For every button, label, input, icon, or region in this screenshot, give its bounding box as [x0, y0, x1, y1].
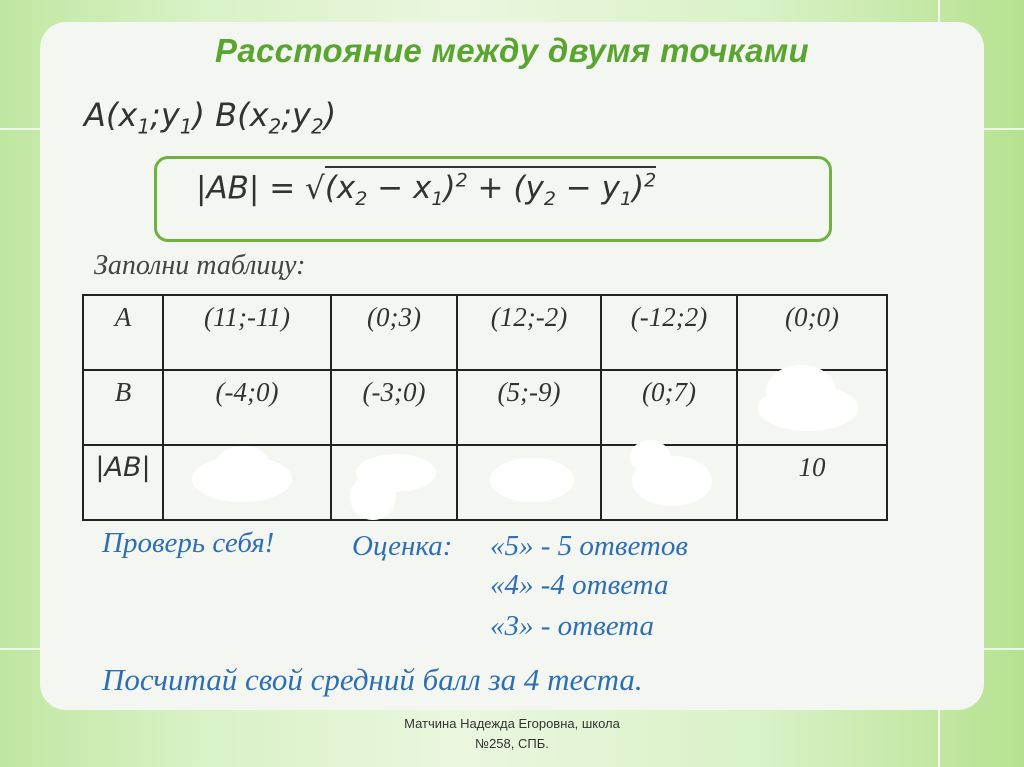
term1-power: 2 — [455, 170, 468, 192]
table-cell-covered — [457, 445, 601, 520]
answer-cover[interactable] — [632, 456, 712, 506]
table-cell: (0;7) — [601, 370, 737, 445]
term2-open: (y — [513, 170, 544, 207]
point-a-y-subscript: 1 — [179, 114, 193, 139]
table-cell-covered — [737, 370, 887, 445]
point-a-prefix: A(x — [84, 96, 138, 134]
point-b-mid: ;y — [281, 96, 311, 134]
distance-formula — [196, 170, 656, 211]
slide-title: Расстояние между двумя точками — [215, 32, 809, 69]
average-task-text: Посчитай свой средний балл за 4 теста. — [102, 662, 643, 697]
grading-line: «4» -4 ответа — [490, 569, 669, 601]
table-row-ab — [83, 445, 887, 520]
table-cell: (-4;0) — [163, 370, 331, 445]
table-prompt: Заполни таблицу: — [94, 250, 306, 281]
table-cell: (5;-9) — [457, 370, 601, 445]
table-row-b — [83, 370, 887, 445]
table-cell-covered — [601, 445, 737, 520]
answer-cover[interactable] — [350, 474, 396, 520]
term2-close: ) — [632, 170, 645, 207]
table-cell: B — [83, 370, 163, 445]
answer-cover[interactable] — [758, 385, 858, 431]
term1-sub-a: 2 — [355, 188, 368, 211]
author-footer — [312, 714, 712, 754]
term1-open: (x — [324, 170, 356, 207]
term1-close: ) — [443, 170, 456, 207]
term2-power: 2 — [644, 170, 657, 192]
table-row-a — [83, 295, 887, 370]
check-yourself-text: Проверь себя! — [102, 527, 275, 559]
table-cell: 10 — [737, 445, 887, 520]
point-a-x-subscript: 1 — [137, 114, 151, 139]
point-b-prefix: B(x — [215, 96, 269, 134]
author-line: №258, СПБ. — [475, 736, 549, 751]
formula-lhs: |AB| = — [196, 170, 306, 207]
term1-minus: − x — [367, 170, 432, 207]
radical-sign: √ — [305, 170, 325, 207]
points-table — [82, 294, 888, 521]
table-cell: (12;-2) — [457, 295, 601, 370]
table-cell: (0;0) — [737, 295, 887, 370]
term2-sub-b: 1 — [619, 188, 633, 211]
table-cell: (-3;0) — [331, 370, 457, 445]
term1-sub-b: 1 — [431, 188, 444, 211]
table-cell-covered — [331, 445, 457, 520]
point-b-y-subscript: 2 — [310, 114, 324, 139]
term2-minus: − y — [555, 170, 620, 207]
point-b-close: ) — [323, 96, 337, 134]
table-cell: (-12;2) — [601, 295, 737, 370]
point-a-close: ) — [192, 96, 205, 134]
author-line: Матчина Надежда Егоровна, школа — [404, 716, 620, 731]
answer-cover[interactable] — [218, 446, 268, 476]
grading-label: Оценка: — [352, 530, 453, 562]
formula-radicand — [324, 166, 657, 211]
points-definition — [84, 96, 336, 138]
point-b-x-subscript: 2 — [268, 114, 282, 139]
point-a-mid: ;y — [150, 96, 180, 134]
term2-sub-a: 2 — [543, 188, 556, 211]
answer-cover[interactable] — [490, 458, 574, 502]
table-cell: (11;-11) — [163, 295, 331, 370]
table-cell: |AB| — [83, 445, 163, 520]
grading-line: «5» - 5 ответов — [490, 530, 688, 562]
formula-plus: + — [467, 170, 514, 207]
grading-line: «3» - ответа — [490, 610, 654, 642]
table-cell: A — [83, 295, 163, 370]
table-cell-covered — [163, 445, 331, 520]
table-cell: (0;3) — [331, 295, 457, 370]
